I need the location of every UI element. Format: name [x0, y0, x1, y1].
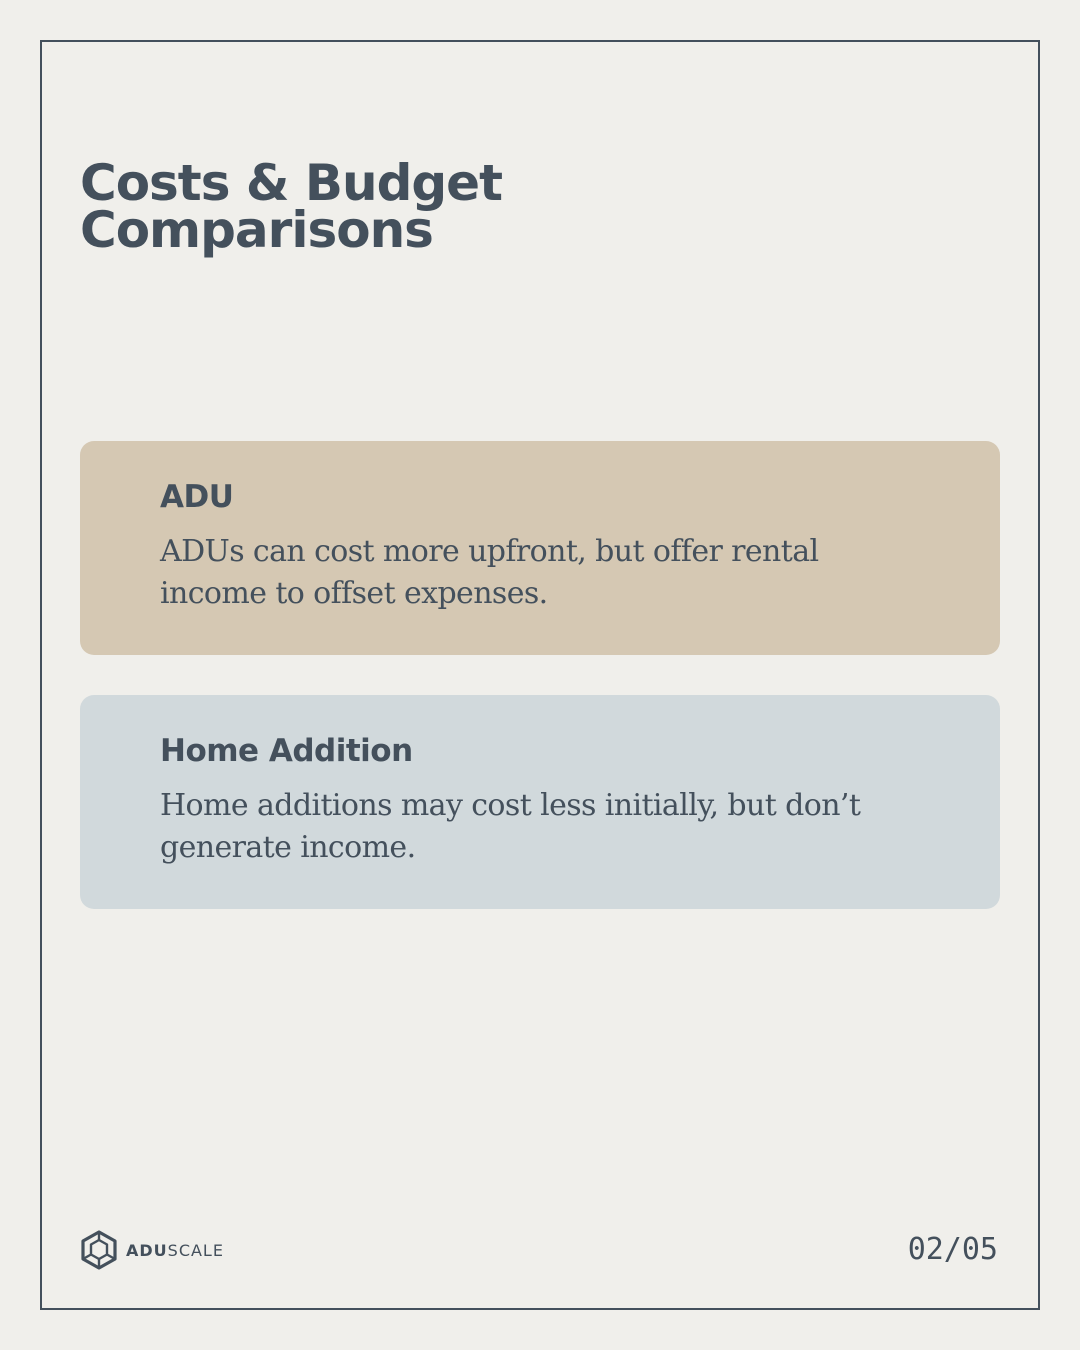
page-indicator: 02/05	[907, 1232, 998, 1267]
home-addition-card-text-line-1: Home additions may cost less initially, but don’t	[160, 788, 861, 823]
adu-card-heading: ADU	[160, 479, 234, 515]
page-title-line-2: Comparisons	[80, 201, 433, 259]
adu-card-text	[160, 531, 920, 615]
page-title	[80, 154, 502, 259]
home-addition-card-text	[160, 785, 920, 869]
brand-logo	[80, 1230, 224, 1270]
home-addition-card	[80, 695, 1000, 909]
hexagon-cube-logo-icon	[80, 1230, 118, 1270]
adu-card-text-line-1: ADUs can cost more upfront, but offer rental	[160, 534, 819, 569]
brand-name-light: SCALE	[167, 1240, 224, 1260]
adu-card	[80, 441, 1000, 655]
home-addition-card-text-line-2: generate income.	[160, 830, 416, 865]
page-title-line-1: Costs & Budget	[80, 154, 502, 212]
brand-name	[126, 1241, 224, 1260]
adu-card-text-line-2: income to offset expenses.	[160, 576, 548, 611]
brand-name-bold: ADU	[126, 1240, 168, 1260]
home-addition-card-heading: Home Addition	[160, 733, 413, 769]
